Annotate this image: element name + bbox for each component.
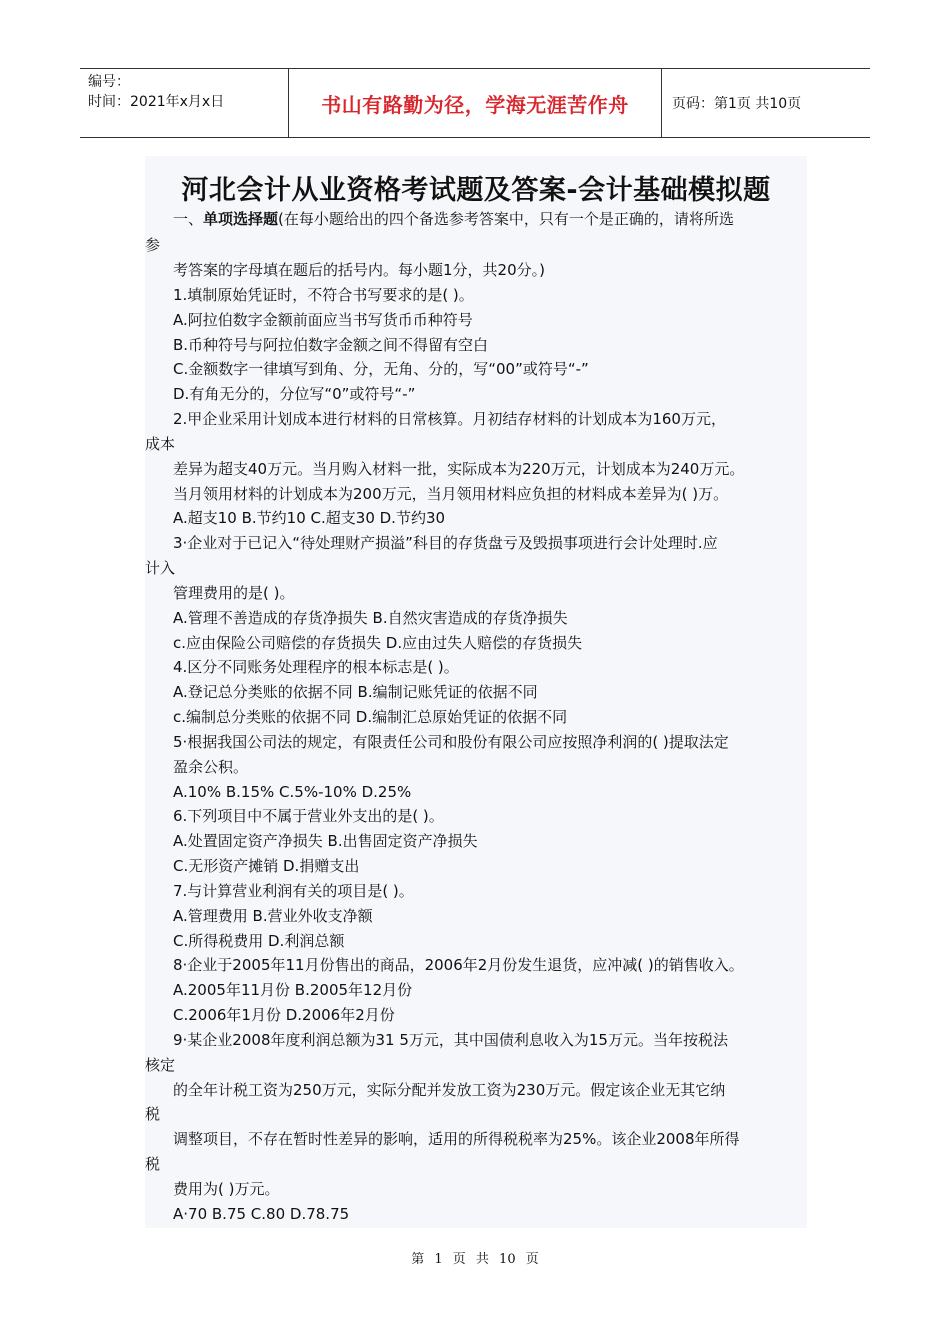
page-header [80, 68, 870, 138]
text-line: 3·企业对于已记入“待处理财产损溢”科目的存货盘亏及毁损事项进行会计处理时.应 [173, 534, 718, 552]
time-label: 时间：2021年x月x日 [88, 94, 225, 110]
text-line: A.管理费用 B.营业外收支净额 [173, 907, 373, 925]
text-line: c.应由保险公司赔偿的存货损失 D.应由过失人赔偿的存货损失 [173, 634, 583, 652]
text-line: 当月领用材料的计划成本为200万元，当月领用材料应负担的材料成本差异为( )万。 [173, 485, 729, 503]
text-line: 成本 [145, 435, 176, 453]
text-line: C.2006年1月份 D.2006年2月份 [173, 1006, 395, 1024]
number-label: 编号： [88, 74, 130, 90]
text-line: 管理费用的是( )。 [173, 584, 295, 602]
document-title: 河北会计从业资格考试题及答案-会计基础模拟题 [181, 175, 771, 206]
text-line: 的全年计税工资为250万元，实际分配并发放工资为230万元。假定该企业无其它纳 [173, 1081, 726, 1099]
text-line: 税 [145, 1105, 161, 1123]
text-line: A.登记总分类账的依据不同 B.编制记账凭证的依据不同 [173, 683, 538, 701]
text-line: 核定 [145, 1056, 176, 1074]
text-line: C.无形资产摊销 D.捐赠支出 [173, 857, 360, 875]
text-line: 5·根据我国公司法的规定，有限责任公司和股份有限公司应按照净利润的( )提取法定 [173, 733, 729, 751]
text-line: A.超支10 B.节约10 C.超支30 D.节约30 [173, 509, 446, 527]
header-meta [80, 69, 288, 137]
text-line: 调整项目，不存在暂时性差异的影响，适用的所得税税率为25%。该企业2008年所得 [173, 1130, 740, 1148]
text-line: 税 [145, 1155, 161, 1173]
text-line: A·70 B.75 C.80 D.78.75 [173, 1205, 350, 1223]
text-line: 4.区分不同账务处理程序的根本标志是( )。 [173, 658, 459, 676]
text-line: 考答案的字母填在题后的括号内。每小题1分，共20分。) [173, 261, 545, 279]
text-line: 7.与计算营业利润有关的项目是( )。 [173, 882, 414, 900]
section-prefix: 一、 [173, 210, 204, 228]
text-line: B.币种符号与阿拉伯数字金额之间不得留有空白 [173, 336, 489, 354]
text-line: C.金额数字一律填写到角、分，无角、分的，写“00”或符号“-” [173, 360, 589, 378]
text-line: D.有角无分的，分位写“0”或符号“-” [173, 385, 416, 403]
section-instructions: (在每小题给出的四个备选参考答案中，只有一个是正确的，请将所选 [278, 210, 734, 228]
text-line: 9·某企业2008年度利润总额为31 5万元，其中国债利息收入为15万元。当年按税法 [173, 1031, 728, 1049]
text-line: A.阿拉伯数字金额前面应当书写货币币种符号 [173, 311, 473, 329]
text-line: 盈余公积。 [173, 758, 249, 776]
text-line: A.处置固定资产净损失 B.出售固定资产净损失 [173, 832, 478, 850]
text-line: 参 [145, 236, 161, 254]
section-heading-bold: 单项选择题 [203, 210, 279, 228]
text-line: 费用为( )万元。 [173, 1180, 280, 1198]
page-footer: 第 1 页 共 10 页 [411, 1252, 539, 1267]
text-line: 8·企业于2005年11月份售出的商品，2006年2月份发生退货，应冲减( )的销售收入。 [173, 956, 744, 974]
section-heading [173, 209, 734, 229]
text-line: c.编制总分类账的依据不同 D.编制汇总原始凭证的依据不同 [173, 708, 568, 726]
text-line: 计入 [145, 559, 176, 577]
header-page-info: 页码：第1页 共10页 [672, 96, 802, 112]
text-line: 1.填制原始凭证时，不符合书写要求的是( )。 [173, 286, 474, 304]
text-line: 6.下列项目中不属于营业外支出的是( )。 [173, 807, 444, 825]
text-line: A.10% B.15% C.5%-10% D.25% [173, 783, 412, 801]
text-line: 差异为超支40万元。当月购入材料一批，实际成本为220万元，计划成本为240万元。 [173, 460, 745, 478]
header-motto: 书山有路勤为径，学海无涯苦作舟 [288, 69, 662, 137]
text-line: A.管理不善造成的存货净损失 B.自然灾害造成的存货净损失 [173, 609, 568, 627]
text-line: C.所得税费用 D.利润总额 [173, 932, 345, 950]
text-line: A.2005年11月份 B.2005年12月份 [173, 981, 413, 999]
text-line: 2.甲企业采用计划成本进行材料的日常核算。月初结存材料的计划成本为160万元， [173, 410, 726, 428]
